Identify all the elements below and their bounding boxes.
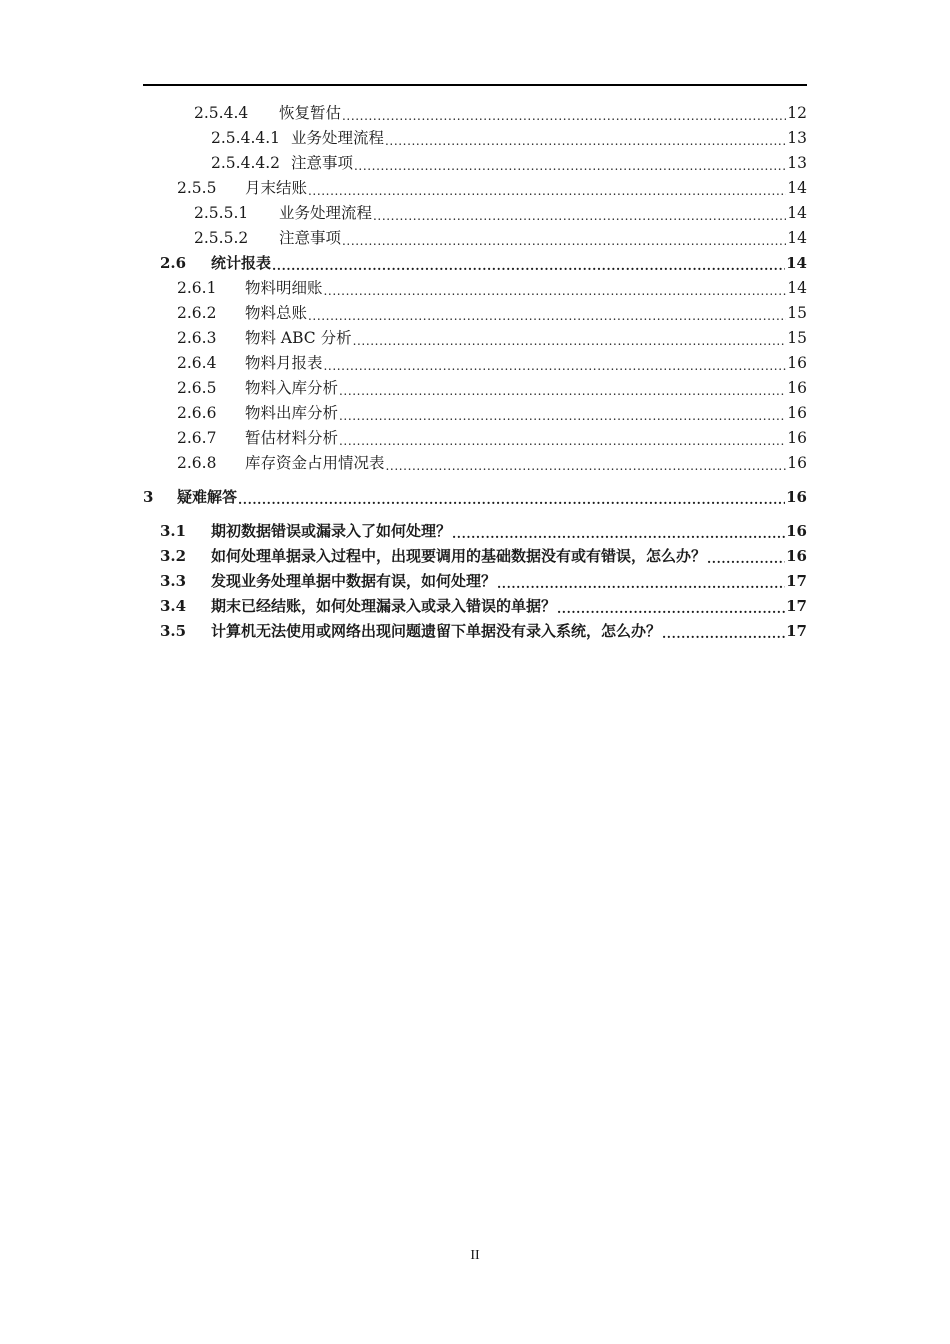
- toc-entry-page: 16: [786, 522, 807, 540]
- toc-entry[interactable]: [177, 323, 807, 348]
- toc-entry[interactable]: [177, 398, 807, 423]
- toc-entry-page: 14: [787, 204, 807, 222]
- toc-entry-number: 2.6.6: [177, 404, 217, 422]
- toc-entry[interactable]: [160, 566, 807, 591]
- toc-dot-leader: [452, 521, 785, 541]
- toc-dot-leader: [373, 203, 786, 223]
- toc-entry-title: 物料出库分析: [245, 404, 339, 422]
- toc-entry-number: 2.6.8: [177, 454, 217, 472]
- toc-entry-page: 17: [786, 572, 807, 590]
- toc-entry-title: 库存资金占用情况表: [245, 454, 385, 472]
- toc-entry-page: 13: [787, 154, 807, 172]
- toc-dot-leader: [238, 487, 785, 507]
- toc-dot-leader: [308, 178, 786, 198]
- toc-entry-title: 物料明细账: [245, 279, 323, 297]
- toc-entry-title: 注意事项: [291, 154, 354, 172]
- toc-dot-leader: [353, 328, 787, 348]
- toc-entry-title: 月末结账: [245, 179, 308, 197]
- toc-entry-title: 统计报表: [211, 254, 272, 272]
- toc-entry[interactable]: [177, 373, 807, 398]
- toc-entry-title: 暂估材料分析: [245, 429, 339, 447]
- toc-entry-title: 物料月报表: [245, 354, 323, 372]
- toc-entry[interactable]: [194, 98, 807, 123]
- toc-entry-number: 2.5.4.4.1: [211, 129, 281, 147]
- toc-entry-page: 16: [787, 379, 807, 397]
- toc-dot-leader: [662, 621, 785, 641]
- footer-page-number: II: [470, 1248, 480, 1263]
- toc-entry-number: 3.4: [160, 597, 187, 615]
- toc-dot-leader: [497, 571, 785, 591]
- toc-entry-page: 15: [787, 304, 807, 322]
- toc-dot-leader: [354, 153, 786, 173]
- toc-entry-number: 2.5.5.2: [194, 229, 249, 247]
- toc-entry-title: 注意事项: [279, 229, 342, 247]
- toc-entry-page: 14: [786, 254, 807, 272]
- toc-entry-page: 12: [787, 104, 807, 122]
- toc-entry[interactable]: [160, 616, 807, 641]
- header-rule: [143, 84, 807, 86]
- toc-entry-page: 17: [786, 622, 807, 640]
- toc-entry[interactable]: [160, 541, 807, 566]
- toc-entry-number: 3.1: [160, 522, 187, 540]
- toc-dot-leader: [342, 228, 786, 248]
- toc-entry-page: 16: [786, 488, 807, 506]
- toc-entry-title: 疑难解答: [177, 488, 238, 506]
- toc-dot-leader: [557, 596, 785, 616]
- toc-entry-number: 2.5.4.4: [194, 104, 249, 122]
- toc-entry-number: 2.6.1: [177, 279, 217, 297]
- toc-entry-page: 16: [787, 354, 807, 372]
- toc-entry-number: 2.6.5: [177, 379, 217, 397]
- toc-entry-number: 2.5.5: [177, 179, 217, 197]
- toc-entry-title: 业务处理流程: [291, 129, 385, 147]
- toc-entry[interactable]: [177, 173, 807, 198]
- toc-entry-number: 2.6.7: [177, 429, 217, 447]
- toc-entry[interactable]: [177, 423, 807, 448]
- toc-entry-title: 物料入库分析: [245, 379, 339, 397]
- toc-entry-title: 物料总账: [245, 304, 308, 322]
- toc-dot-leader: [707, 546, 785, 566]
- toc-entry-page: 17: [786, 597, 807, 615]
- toc-entry-page: 16: [787, 454, 807, 472]
- toc-entry-page: 13: [787, 129, 807, 147]
- toc-entry[interactable]: [160, 516, 807, 541]
- toc-entry-title: 恢复暂估: [279, 104, 342, 122]
- toc-entry[interactable]: [211, 148, 807, 173]
- toc-entry[interactable]: [211, 123, 807, 148]
- toc-entry-number: 3.3: [160, 572, 187, 590]
- toc-dot-leader: [339, 378, 786, 398]
- toc-dot-leader: [386, 453, 787, 473]
- toc-dot-leader: [272, 253, 785, 273]
- toc-dot-leader: [342, 103, 786, 123]
- toc-entry-title: 如何处理单据录入过程中，出现要调用的基础数据没有或有错误，怎么办？: [211, 547, 707, 565]
- toc-entry-number: 2.6: [160, 254, 187, 272]
- toc-entry-number: 2.5.5.1: [194, 204, 249, 222]
- toc-entry-title: 物料 ABC 分析: [245, 329, 352, 347]
- toc-entry[interactable]: [177, 298, 807, 323]
- toc-entry[interactable]: [194, 223, 807, 248]
- toc-entry-page: 16: [786, 547, 807, 565]
- toc-dot-leader: [308, 303, 786, 323]
- toc-entry-page: 15: [787, 329, 807, 347]
- toc-entry-number: 3.2: [160, 547, 187, 565]
- toc-entry-page: 14: [787, 279, 807, 297]
- toc-entry-page: 14: [787, 179, 807, 197]
- toc-dot-leader: [339, 403, 786, 423]
- toc-entry-number: 2.6.3: [177, 329, 217, 347]
- toc-entry-page: 16: [787, 429, 807, 447]
- toc-entry-number: 3.5: [160, 622, 187, 640]
- toc-entry-title: 期末已经结账，如何处理漏录入或录入错误的单据？: [211, 597, 557, 615]
- toc-entry-number: 2.6.4: [177, 354, 217, 372]
- toc-entry[interactable]: [177, 348, 807, 373]
- toc-entry[interactable]: [177, 273, 807, 298]
- toc-dot-leader: [385, 128, 786, 148]
- toc-dot-leader: [324, 353, 787, 373]
- toc-entry[interactable]: [194, 198, 807, 223]
- toc-dot-leader: [324, 278, 787, 298]
- toc-entry[interactable]: [143, 482, 807, 507]
- toc-entry[interactable]: [177, 448, 807, 473]
- toc-entry-number: 2.5.4.4.2: [211, 154, 281, 172]
- toc-entry-title: 发现业务处理单据中数据有误，如何处理？: [211, 572, 497, 590]
- toc-entry-title: 业务处理流程: [279, 204, 373, 222]
- toc-entry-number: 3: [143, 488, 154, 506]
- toc-entry-title: 计算机无法使用或网络出现问题遗留下单据没有录入系统，怎么办？: [211, 622, 662, 640]
- toc-entry[interactable]: [160, 591, 807, 616]
- toc-entry-title: 期初数据错误或漏录入了如何处理？: [211, 522, 452, 540]
- toc-entry-page: 14: [787, 229, 807, 247]
- toc-entry-page: 16: [787, 404, 807, 422]
- toc-entry-number: 2.6.2: [177, 304, 217, 322]
- toc-dot-leader: [339, 428, 786, 448]
- toc-entry[interactable]: [160, 248, 807, 273]
